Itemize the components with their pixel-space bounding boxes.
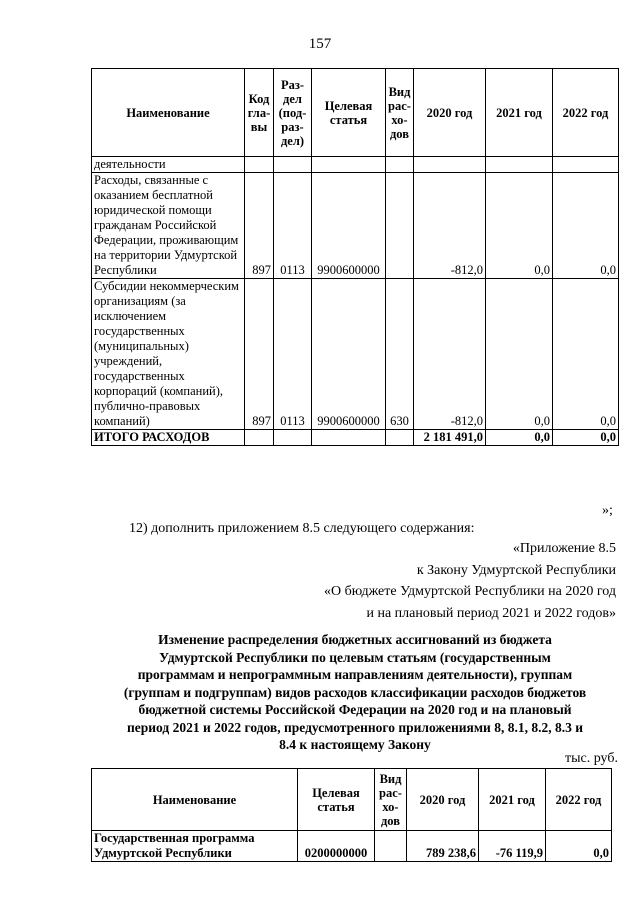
total-empty-cell [312, 430, 386, 446]
row-name: Расходы, связанные с оказанием бесплатной юридической помощи гражданам Российской Федерации, проживающим на территории Удмуртской Республики [92, 173, 245, 279]
row-section [274, 157, 312, 173]
col-header-target: Целевая статья [312, 69, 386, 157]
allocation-table [91, 768, 612, 862]
row-2022 [553, 157, 619, 173]
appendix-line: и на плановый период 2021 и 2022 годов» [366, 605, 616, 621]
row-2020: 789 238,6 [407, 831, 479, 862]
row-target: 9900600000 [312, 279, 386, 430]
amendment-paragraph: 12) дополнить приложением 8.5 следующего содержания: [129, 521, 475, 536]
units-label: тыс. руб. [565, 751, 618, 766]
row-name: деятельности [92, 157, 245, 173]
total-2022: 0,0 [553, 430, 619, 446]
appendix-header [324, 538, 616, 624]
col-header-section: Раз-дел (под-раз-дел) [274, 69, 312, 157]
row-2020: -812,0 [414, 173, 486, 279]
row-2022: 0,0 [553, 173, 619, 279]
row-section: 0113 [274, 279, 312, 430]
row-2020 [414, 157, 486, 173]
col-header-2020: 2020 год [407, 769, 479, 831]
row-2021 [486, 157, 553, 173]
row-2021: 0,0 [486, 173, 553, 279]
row-2022: 0,0 [546, 831, 612, 862]
appendix-line: «Приложение 8.5 [512, 541, 616, 556]
row-name: Субсидии некоммерческим организациям (за исключением государственных (муниципальных) учреждений, государственных корпораций (компаний), публично-правовых компаний) [92, 279, 245, 430]
table-row [92, 279, 619, 430]
heading-line: Удмуртской Республики по целевым статьям (государственным [159, 649, 551, 665]
total-empty-cell [245, 430, 274, 446]
total-label: ИТОГО РАСХОДОВ [92, 430, 245, 446]
document-heading [90, 631, 620, 754]
appendix-line: к Закону Удмуртской Республики [416, 562, 616, 578]
page-number: 157 [308, 36, 332, 52]
table-header-row [92, 69, 619, 157]
heading-line: бюджетной системы Российской Федерации на 2020 год и на плановый [138, 702, 572, 717]
table-row [92, 831, 612, 862]
row-code: 897 [245, 173, 274, 279]
table-header-row [92, 769, 612, 831]
col-header-code: Код гла-вы [245, 69, 274, 157]
row-target [312, 157, 386, 173]
heading-line: (группам и подгруппам) видов расходов классификации расходов бюджетов [123, 684, 587, 700]
col-header-type: Вид рас-хо-дов [386, 69, 414, 157]
col-header-2021: 2021 год [486, 69, 553, 157]
row-type [386, 173, 414, 279]
col-header-2021: 2021 год [479, 769, 546, 831]
col-header-2020: 2020 год [414, 69, 486, 157]
row-name: Государственная программа Удмуртской Республики [92, 831, 298, 862]
col-header-2022: 2022 год [553, 69, 619, 157]
col-header-name: Наименование [92, 769, 298, 831]
row-type: 630 [386, 279, 414, 430]
row-target: 9900600000 [312, 173, 386, 279]
table-row [92, 173, 619, 279]
col-header-name: Наименование [92, 69, 245, 157]
col-header-2022: 2022 год [546, 769, 612, 831]
heading-line: программам и непрограммным направлениям деятельности), группам [137, 667, 573, 682]
row-code [245, 157, 274, 173]
row-type [375, 831, 407, 862]
row-target: 0200000000 [298, 831, 375, 862]
row-type [386, 157, 414, 173]
heading-line: Изменение распределения бюджетных ассигнований из бюджета [158, 632, 552, 647]
row-2021: -76 119,9 [479, 831, 546, 862]
appendix-line: «О бюджете Удмуртской Республики на 2020 год [323, 584, 616, 599]
closing-quote: »; [602, 503, 613, 518]
total-2020: 2 181 491,0 [414, 430, 486, 446]
total-row [92, 430, 619, 446]
expenses-table [91, 68, 619, 446]
col-header-type: Вид рас-хо-дов [375, 769, 407, 831]
row-2021: 0,0 [486, 279, 553, 430]
heading-line: 8.4 к настоящему Закону [279, 737, 431, 752]
row-code: 897 [245, 279, 274, 430]
col-header-target: Целевая статья [298, 769, 375, 831]
total-empty-cell [274, 430, 312, 446]
total-2021: 0,0 [486, 430, 553, 446]
heading-line: период 2021 и 2022 годов, предусмотренного приложениями 8, 8.1, 8.2, 8.3 и [127, 719, 583, 735]
row-2020: -812,0 [414, 279, 486, 430]
row-2022: 0,0 [553, 279, 619, 430]
table-row [92, 157, 619, 173]
total-empty-cell [386, 430, 414, 446]
row-section: 0113 [274, 173, 312, 279]
